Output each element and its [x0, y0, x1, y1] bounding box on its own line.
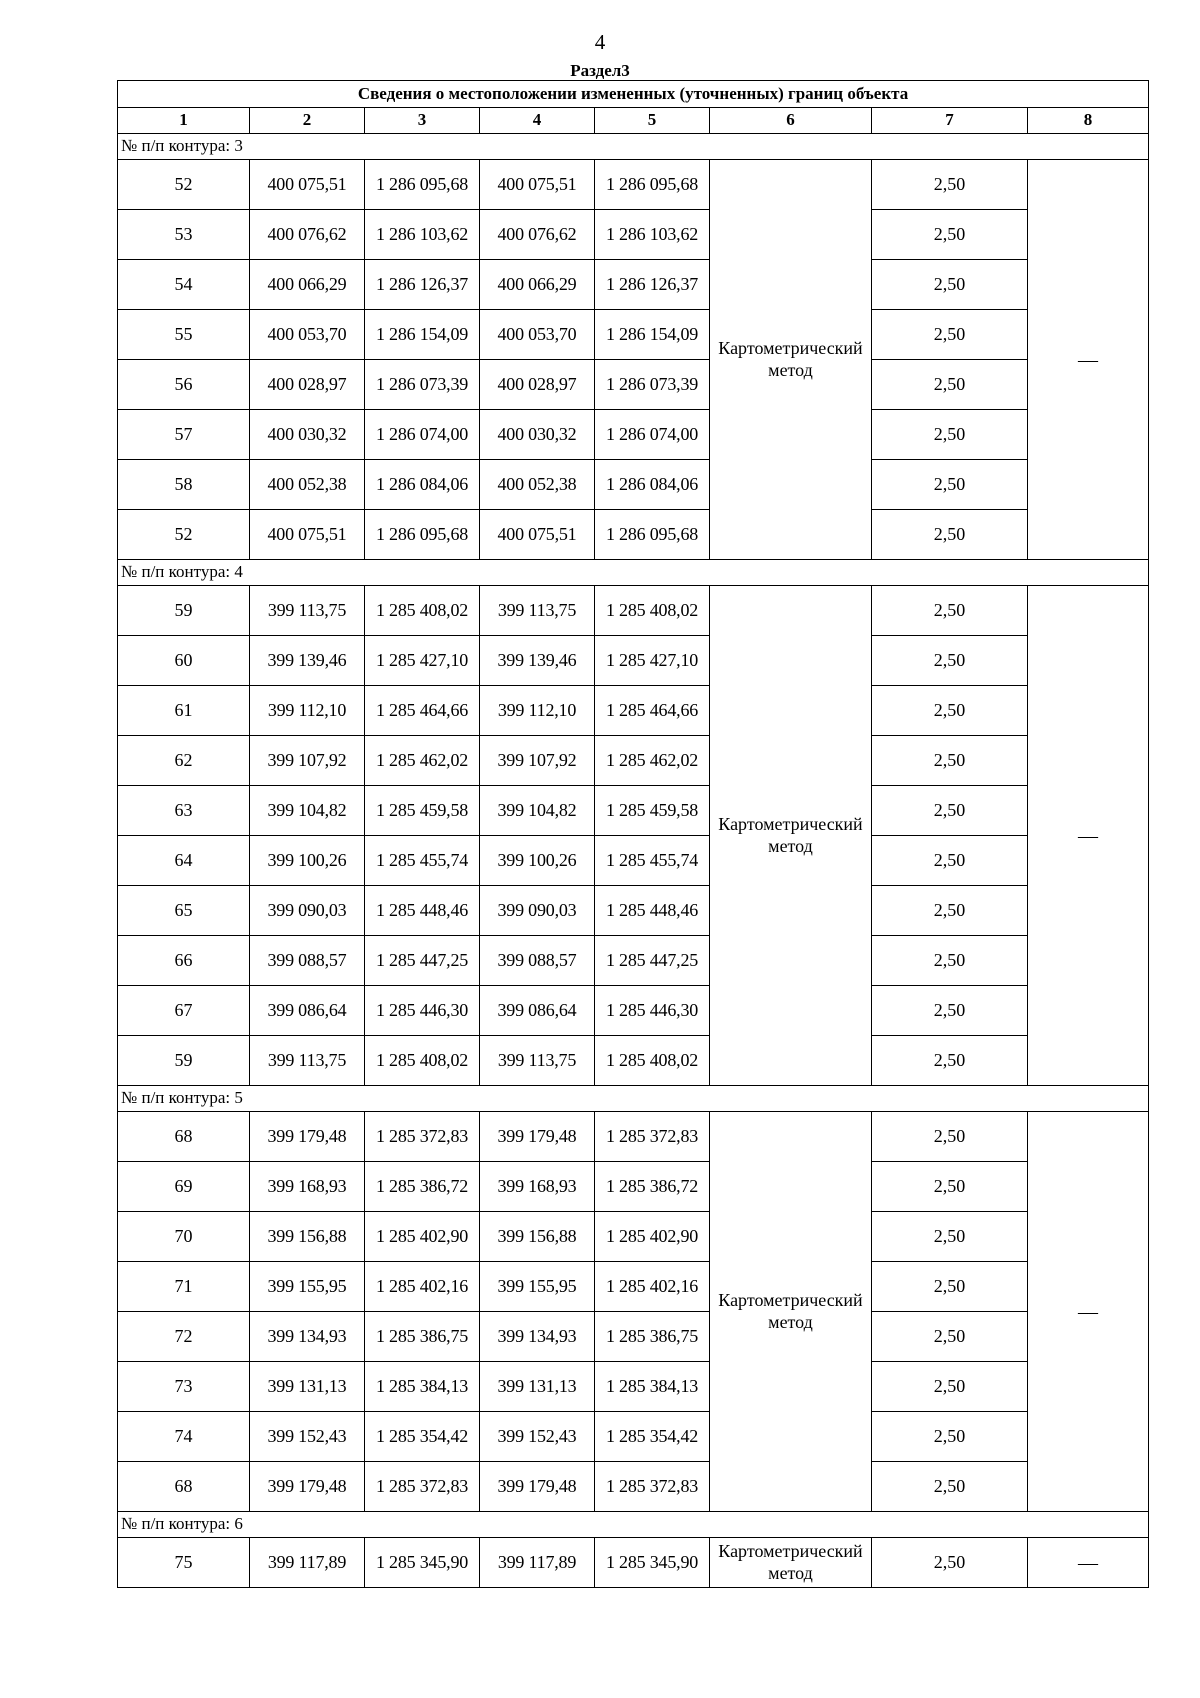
y-coordinate-new: 1 285 447,25 — [595, 936, 710, 986]
x-coordinate-existing: 399 113,75 — [250, 586, 365, 636]
table-row — [118, 360, 1149, 410]
accuracy-value: 2,50 — [872, 1112, 1028, 1162]
y-coordinate-new: 1 285 464,66 — [595, 686, 710, 736]
y-coordinate-existing: 1 285 459,58 — [365, 786, 480, 836]
table-row — [118, 1538, 1149, 1588]
y-coordinate-new: 1 285 384,13 — [595, 1362, 710, 1412]
y-coordinate-new: 1 285 448,46 — [595, 886, 710, 936]
y-coordinate-existing: 1 285 345,90 — [365, 1538, 480, 1588]
point-number: 66 — [118, 936, 250, 986]
x-coordinate-new: 400 076,62 — [480, 210, 595, 260]
x-coordinate-existing: 399 155,95 — [250, 1262, 365, 1312]
column-header: 1 — [118, 108, 250, 134]
y-coordinate-existing: 1 286 073,39 — [365, 360, 480, 410]
contour-label: № п/п контура: 6 — [118, 1512, 1149, 1538]
table-row — [118, 460, 1149, 510]
x-coordinate-new: 400 030,32 — [480, 410, 595, 460]
point-number: 71 — [118, 1262, 250, 1312]
point-number: 74 — [118, 1412, 250, 1462]
table-row — [118, 1312, 1149, 1362]
y-coordinate-new: 1 285 459,58 — [595, 786, 710, 836]
x-coordinate-existing: 399 100,26 — [250, 836, 365, 886]
y-coordinate-existing: 1 285 446,30 — [365, 986, 480, 1036]
y-coordinate-existing: 1 285 447,25 — [365, 936, 480, 986]
table-row — [118, 836, 1149, 886]
x-coordinate-existing: 399 112,10 — [250, 686, 365, 736]
accuracy-value: 2,50 — [872, 1212, 1028, 1262]
table-row — [118, 1212, 1149, 1262]
y-coordinate-new: 1 286 095,68 — [595, 160, 710, 210]
point-number: 57 — [118, 410, 250, 460]
x-coordinate-existing: 399 139,46 — [250, 636, 365, 686]
point-number: 52 — [118, 160, 250, 210]
table-row — [118, 786, 1149, 836]
accuracy-value: 2,50 — [872, 736, 1028, 786]
y-coordinate-new: 1 286 084,06 — [595, 460, 710, 510]
x-coordinate-new: 399 134,93 — [480, 1312, 595, 1362]
table-row — [118, 936, 1149, 986]
point-number: 72 — [118, 1312, 250, 1362]
y-coordinate-existing: 1 285 464,66 — [365, 686, 480, 736]
x-coordinate-existing: 400 075,51 — [250, 160, 365, 210]
accuracy-value: 2,50 — [872, 1262, 1028, 1312]
accuracy-value: 2,50 — [872, 886, 1028, 936]
section-title: Раздел3 — [570, 61, 630, 80]
y-coordinate-new: 1 286 126,37 — [595, 260, 710, 310]
accuracy-value: 2,50 — [872, 1462, 1028, 1512]
x-coordinate-new: 399 107,92 — [480, 736, 595, 786]
accuracy-value: 2,50 — [872, 936, 1028, 986]
x-coordinate-new: 399 168,93 — [480, 1162, 595, 1212]
x-coordinate-new: 399 155,95 — [480, 1262, 595, 1312]
table-row — [118, 210, 1149, 260]
point-number: 59 — [118, 1036, 250, 1086]
x-coordinate-existing: 400 028,97 — [250, 360, 365, 410]
x-coordinate-existing: 399 107,92 — [250, 736, 365, 786]
point-number: 62 — [118, 736, 250, 786]
y-coordinate-new: 1 285 408,02 — [595, 586, 710, 636]
accuracy-value: 2,50 — [872, 586, 1028, 636]
y-coordinate-new: 1 285 408,02 — [595, 1036, 710, 1086]
x-coordinate-new: 399 086,64 — [480, 986, 595, 1036]
y-coordinate-new: 1 285 354,42 — [595, 1412, 710, 1462]
y-coordinate-new: 1 285 462,02 — [595, 736, 710, 786]
x-coordinate-existing: 399 179,48 — [250, 1462, 365, 1512]
point-number: 58 — [118, 460, 250, 510]
table-row — [118, 160, 1149, 210]
column8-cell: — — [1028, 1112, 1149, 1512]
x-coordinate-existing: 399 152,43 — [250, 1412, 365, 1462]
y-coordinate-existing: 1 286 074,00 — [365, 410, 480, 460]
y-coordinate-existing: 1 286 154,09 — [365, 310, 480, 360]
table-row — [118, 1036, 1149, 1086]
method-cell: Картометрический метод — [710, 586, 872, 1086]
point-number: 73 — [118, 1362, 250, 1412]
x-coordinate-existing: 400 066,29 — [250, 260, 365, 310]
x-coordinate-existing: 400 052,38 — [250, 460, 365, 510]
accuracy-value: 2,50 — [872, 836, 1028, 886]
accuracy-value: 2,50 — [872, 510, 1028, 560]
y-coordinate-new: 1 286 074,00 — [595, 410, 710, 460]
table-row — [118, 1362, 1149, 1412]
table-row — [118, 410, 1149, 460]
y-coordinate-existing: 1 285 386,75 — [365, 1312, 480, 1362]
y-coordinate-existing: 1 285 427,10 — [365, 636, 480, 686]
column8-cell: — — [1028, 586, 1149, 1086]
x-coordinate-existing: 399 134,93 — [250, 1312, 365, 1362]
contour-label: № п/п контура: 4 — [118, 560, 1149, 586]
x-coordinate-new: 399 156,88 — [480, 1212, 595, 1262]
x-coordinate-existing: 399 113,75 — [250, 1036, 365, 1086]
x-coordinate-existing: 400 076,62 — [250, 210, 365, 260]
y-coordinate-new: 1 285 372,83 — [595, 1462, 710, 1512]
accuracy-value: 2,50 — [872, 410, 1028, 460]
accuracy-value: 2,50 — [872, 210, 1028, 260]
column-header: 5 — [595, 108, 710, 134]
accuracy-value: 2,50 — [872, 1036, 1028, 1086]
point-number: 52 — [118, 510, 250, 560]
accuracy-value: 2,50 — [872, 1312, 1028, 1362]
accuracy-value: 2,50 — [872, 636, 1028, 686]
y-coordinate-existing: 1 285 448,46 — [365, 886, 480, 936]
x-coordinate-new: 399 113,75 — [480, 1036, 595, 1086]
table-row — [118, 1162, 1149, 1212]
method-cell: Картометрический метод — [710, 160, 872, 560]
method-cell: Картометрический метод — [710, 1538, 872, 1588]
table-row — [118, 1462, 1149, 1512]
point-number: 67 — [118, 986, 250, 1036]
point-number: 69 — [118, 1162, 250, 1212]
y-coordinate-new: 1 286 154,09 — [595, 310, 710, 360]
column-header: 3 — [365, 108, 480, 134]
x-coordinate-new: 399 088,57 — [480, 936, 595, 986]
y-coordinate-existing: 1 285 455,74 — [365, 836, 480, 886]
y-coordinate-existing: 1 285 384,13 — [365, 1362, 480, 1412]
column-header: 7 — [872, 108, 1028, 134]
table-row — [118, 1412, 1149, 1462]
y-coordinate-new: 1 285 402,90 — [595, 1212, 710, 1262]
point-number: 70 — [118, 1212, 250, 1262]
table-row — [118, 1262, 1149, 1312]
y-coordinate-new: 1 285 446,30 — [595, 986, 710, 1036]
x-coordinate-existing: 400 030,32 — [250, 410, 365, 460]
x-coordinate-existing: 399 090,03 — [250, 886, 365, 936]
table-body — [118, 134, 1149, 1588]
point-number: 68 — [118, 1462, 250, 1512]
x-coordinate-new: 399 179,48 — [480, 1462, 595, 1512]
coordinates-table — [117, 80, 1149, 1588]
y-coordinate-existing: 1 285 408,02 — [365, 586, 480, 636]
table-row — [118, 986, 1149, 1036]
table-caption: Сведения о местоположении измененных (уточненных) границ объекта — [118, 81, 1149, 108]
x-coordinate-new: 399 152,43 — [480, 1412, 595, 1462]
table-row — [118, 736, 1149, 786]
y-coordinate-new: 1 286 095,68 — [595, 510, 710, 560]
accuracy-value: 2,50 — [872, 460, 1028, 510]
accuracy-value: 2,50 — [872, 260, 1028, 310]
table-row — [118, 310, 1149, 360]
x-coordinate-existing: 399 104,82 — [250, 786, 365, 836]
column-header: 4 — [480, 108, 595, 134]
y-coordinate-existing: 1 286 103,62 — [365, 210, 480, 260]
table-row — [118, 586, 1149, 636]
x-coordinate-new: 399 117,89 — [480, 1538, 595, 1588]
y-coordinate-existing: 1 285 402,90 — [365, 1212, 480, 1262]
point-number: 61 — [118, 686, 250, 736]
y-coordinate-new: 1 285 372,83 — [595, 1112, 710, 1162]
point-number: 56 — [118, 360, 250, 410]
y-coordinate-new: 1 285 386,72 — [595, 1162, 710, 1212]
y-coordinate-existing: 1 286 084,06 — [365, 460, 480, 510]
x-coordinate-existing: 400 075,51 — [250, 510, 365, 560]
x-coordinate-new: 399 113,75 — [480, 586, 595, 636]
column8-cell: — — [1028, 1538, 1149, 1588]
y-coordinate-existing: 1 286 126,37 — [365, 260, 480, 310]
contour-header-row — [118, 560, 1149, 586]
accuracy-value: 2,50 — [872, 1162, 1028, 1212]
y-coordinate-new: 1 285 402,16 — [595, 1262, 710, 1312]
accuracy-value: 2,50 — [872, 986, 1028, 1036]
y-coordinate-new: 1 285 386,75 — [595, 1312, 710, 1362]
contour-header-row — [118, 1086, 1149, 1112]
table-row — [118, 510, 1149, 560]
contour-header-row — [118, 134, 1149, 160]
x-coordinate-new: 399 112,10 — [480, 686, 595, 736]
contour-label: № п/п контура: 5 — [118, 1086, 1149, 1112]
y-coordinate-existing: 1 285 372,83 — [365, 1462, 480, 1512]
page-number: 4 — [594, 30, 606, 54]
y-coordinate-existing: 1 285 354,42 — [365, 1412, 480, 1462]
table-row — [118, 260, 1149, 310]
point-number: 63 — [118, 786, 250, 836]
x-coordinate-new: 400 028,97 — [480, 360, 595, 410]
x-coordinate-new: 400 075,51 — [480, 510, 595, 560]
x-coordinate-existing: 399 156,88 — [250, 1212, 365, 1262]
y-coordinate-existing: 1 285 402,16 — [365, 1262, 480, 1312]
x-coordinate-existing: 399 117,89 — [250, 1538, 365, 1588]
accuracy-value: 2,50 — [872, 1362, 1028, 1412]
point-number: 54 — [118, 260, 250, 310]
x-coordinate-new: 400 075,51 — [480, 160, 595, 210]
table-row — [118, 886, 1149, 936]
y-coordinate-existing: 1 286 095,68 — [365, 510, 480, 560]
x-coordinate-existing: 400 053,70 — [250, 310, 365, 360]
y-coordinate-existing: 1 285 372,83 — [365, 1112, 480, 1162]
y-coordinate-existing: 1 286 095,68 — [365, 160, 480, 210]
y-coordinate-new: 1 286 103,62 — [595, 210, 710, 260]
y-coordinate-new: 1 285 455,74 — [595, 836, 710, 886]
point-number: 59 — [118, 586, 250, 636]
x-coordinate-new: 400 053,70 — [480, 310, 595, 360]
table-row — [118, 686, 1149, 736]
point-number: 68 — [118, 1112, 250, 1162]
point-number: 64 — [118, 836, 250, 886]
point-number: 75 — [118, 1538, 250, 1588]
x-coordinate-new: 399 139,46 — [480, 636, 595, 686]
x-coordinate-new: 399 100,26 — [480, 836, 595, 886]
contour-header-row — [118, 1512, 1149, 1538]
y-coordinate-existing: 1 285 386,72 — [365, 1162, 480, 1212]
accuracy-value: 2,50 — [872, 1412, 1028, 1462]
y-coordinate-new: 1 286 073,39 — [595, 360, 710, 410]
x-coordinate-existing: 399 179,48 — [250, 1112, 365, 1162]
x-coordinate-existing: 399 086,64 — [250, 986, 365, 1036]
x-coordinate-existing: 399 168,93 — [250, 1162, 365, 1212]
x-coordinate-new: 399 131,13 — [480, 1362, 595, 1412]
accuracy-value: 2,50 — [872, 686, 1028, 736]
x-coordinate-new: 399 090,03 — [480, 886, 595, 936]
point-number: 65 — [118, 886, 250, 936]
y-coordinate-existing: 1 285 408,02 — [365, 1036, 480, 1086]
accuracy-value: 2,50 — [872, 1538, 1028, 1588]
x-coordinate-new: 400 052,38 — [480, 460, 595, 510]
point-number: 55 — [118, 310, 250, 360]
x-coordinate-new: 400 066,29 — [480, 260, 595, 310]
column8-cell: — — [1028, 160, 1149, 560]
point-number: 60 — [118, 636, 250, 686]
point-number: 53 — [118, 210, 250, 260]
accuracy-value: 2,50 — [872, 786, 1028, 836]
column-header: 8 — [1028, 108, 1149, 134]
column-header: 6 — [710, 108, 872, 134]
x-coordinate-existing: 399 088,57 — [250, 936, 365, 986]
table-row — [118, 636, 1149, 686]
accuracy-value: 2,50 — [872, 310, 1028, 360]
x-coordinate-existing: 399 131,13 — [250, 1362, 365, 1412]
accuracy-value: 2,50 — [872, 360, 1028, 410]
y-coordinate-new: 1 285 427,10 — [595, 636, 710, 686]
y-coordinate-new: 1 285 345,90 — [595, 1538, 710, 1588]
accuracy-value: 2,50 — [872, 160, 1028, 210]
y-coordinate-existing: 1 285 462,02 — [365, 736, 480, 786]
x-coordinate-new: 399 104,82 — [480, 786, 595, 836]
contour-label: № п/п контура: 3 — [118, 134, 1149, 160]
x-coordinate-new: 399 179,48 — [480, 1112, 595, 1162]
table-row — [118, 1112, 1149, 1162]
column-header: 2 — [250, 108, 365, 134]
method-cell: Картометрический метод — [710, 1112, 872, 1512]
